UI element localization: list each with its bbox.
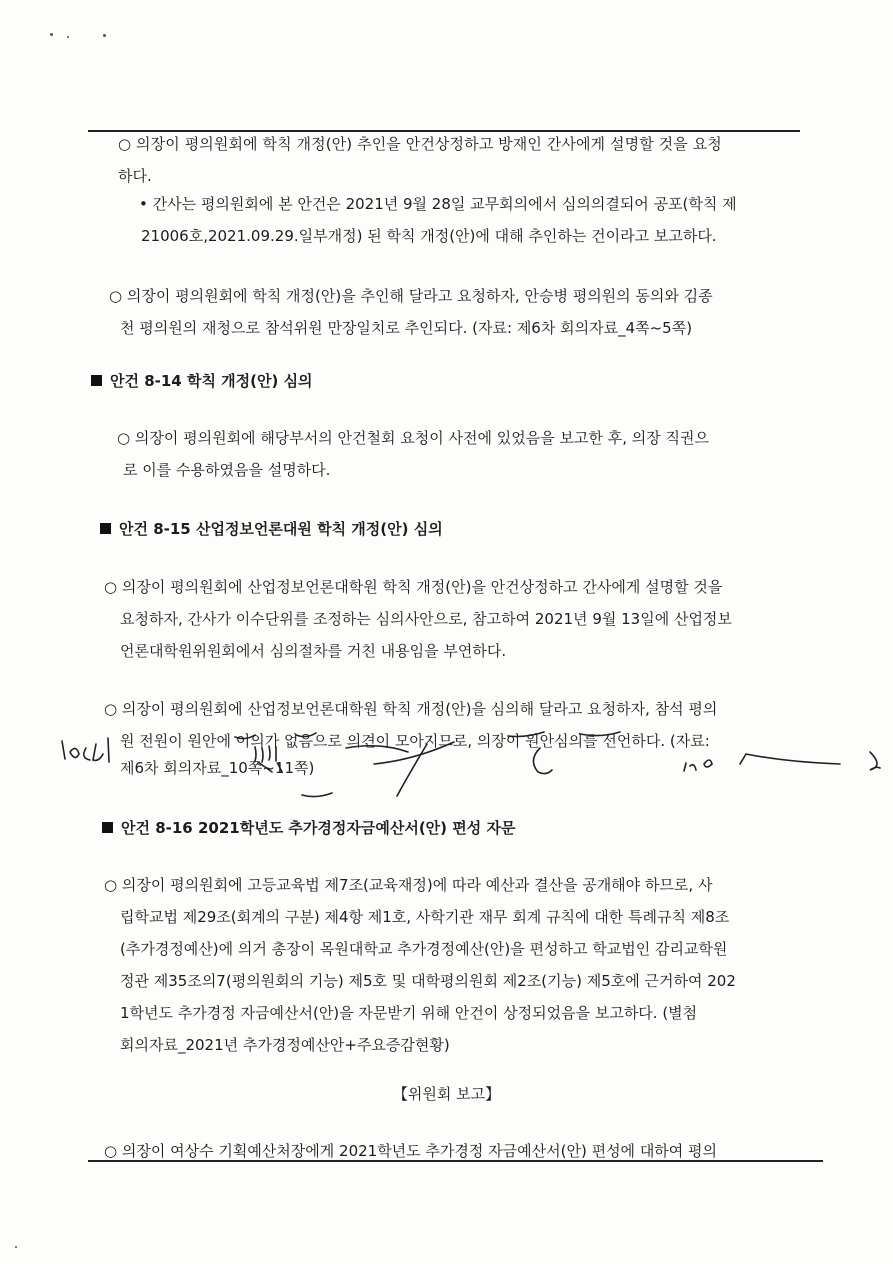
text-line: ○ 의장이 평의원회에 고등교육법 제7조(교육재정)에 따라 예산과 결산을 공개해야 하므로, 사 <box>104 876 713 894</box>
text-line: ○ 의장이 평의원회에 해당부서의 안건철회 요청이 사전에 있었음을 보고한 후, 의장 직권으 <box>117 429 709 447</box>
heading-text: 안건 8-14 학칙 개정(안) 심의 <box>110 372 313 390</box>
text-line: 정관 제35조의7(평의원회의 기능) 제5호 및 대학평의원회 제2조(기능) 제5호에 근거하여 202 <box>120 972 736 990</box>
text-line: ○ 의장이 평의원회에 학칙 개정(안) 추인을 안건상정하고 방재인 간사에게 설명할 것을 요청 <box>118 135 722 153</box>
text-line: 제6차 회의자료_10쪽~11쪽) <box>120 759 315 777</box>
text-line: (추가경정예산)에 의거 총장이 목원대학교 추가경정예산(안)을 편성하고 학교법인 감리교학원 <box>120 940 728 958</box>
bottom-rule <box>88 1160 823 1162</box>
text-line: 천 평의원의 재청으로 참석위원 만장일치로 추인되다. (자료: 제6차 회의자료_4쪽~5쪽) <box>120 319 693 337</box>
text-line: • 간사는 평의원회에 본 안건은 2021년 9월 28일 교무회의에서 심의의결되어 공포(학칙 제 <box>139 195 737 213</box>
square-bullet-icon <box>102 822 113 833</box>
text-line: ○ 의장이 평의원회에 학칙 개정(안)을 추인해 달라고 요청하자, 안승병 평의원의 동의와 김종 <box>109 287 713 305</box>
text-line: 언론대학원위원회에서 심의절차를 거친 내용임을 부연하다. <box>120 642 507 660</box>
text-line: ○ 의장이 평의원회에 산업정보언론대학원 학칙 개정(안)을 심의해 달라고 요청하자, 참석 평의 <box>104 700 718 718</box>
heading-text: 안건 8-15 산업정보언론대원 학칙 개정(안) 심의 <box>119 520 443 538</box>
text-line: 회의자료_2021년 추가경정예산안+주요증감현황) <box>120 1036 450 1054</box>
paragraph-planning-director <box>104 1135 717 1167</box>
text-line: ○ 의장이 평의원회에 산업정보언론대학원 학칙 개정(안)을 안건상정하고 간사에게 설명할 것을 <box>104 578 723 596</box>
text-line: 립학교법 제29조(회계의 구분) 제4항 제1호, 사학기관 재무 회계 규칙에 대한 특례규칙 제8조 <box>120 908 730 926</box>
agenda-heading-8-16 <box>102 817 515 839</box>
text-line: 원 전원이 원안에 이의가 없음으로 의견이 모아지므로, 의장이 원안심의를 선언하다. (자료: <box>120 732 710 750</box>
text-line: ○ 의장이 여상수 기획예산처장에게 2021학년도 추가경정 자금예산서(안) 편성에 대하여 평의 <box>104 1142 718 1160</box>
text-line: 하다. <box>118 167 152 185</box>
committee-report-label: 【위원회 보고】 <box>392 1085 501 1103</box>
paragraph-supplementary-budget <box>104 869 736 1061</box>
heading-text: 안건 8-16 2021학년도 추가경정자금예산서(안) 편성 자문 <box>121 819 516 837</box>
text-line: 1학년도 추가경정 자금예산서(안)을 자문받기 위해 안건이 상정되었음을 보고하다. (별첨 <box>120 1004 698 1022</box>
text-line: 로 이를 수용하였음을 설명하다. <box>123 461 331 479</box>
text-line: 21006호,2021.09.29.일부개정) 된 학칙 개정(안)에 대해 추인하는 건이라고 보고하다. <box>141 227 717 245</box>
text-line: 요청하자, 간사가 이수단위를 조정하는 심의사안으로, 참고하여 2021년 9월 13일에 산업정보 <box>120 610 732 628</box>
